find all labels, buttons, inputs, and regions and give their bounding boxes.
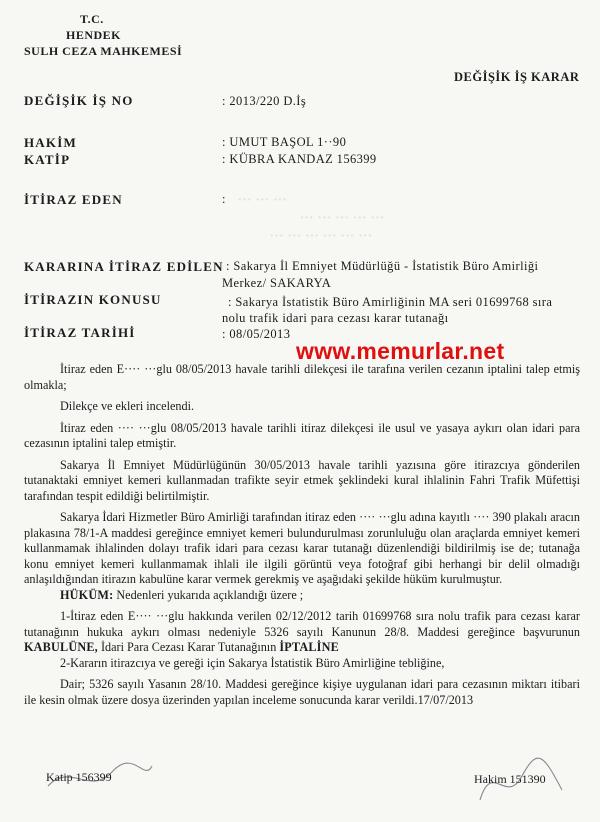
katip-signature-scribble — [40, 752, 160, 802]
header-court-name: SULH CEZA MAHKEMESİ — [24, 44, 183, 58]
field-label-kararina-itiraz-edilen: KARARINA İTİRAZ EDİLEN — [24, 259, 224, 274]
paragraph-intro: İtiraz eden E···· ···glu 08/05/2013 havale tarihli dilekçesi ile tarafına verilen cezanın iptalini talep etmiş olmakla; — [24, 362, 580, 392]
ruling-1-mid: İdari Para Cezası Karar Tutanağının — [97, 640, 280, 654]
field-value-degisik-is-no: : 2013/220 D.İş — [222, 94, 307, 108]
field-label-itiraz-tarihi: İTİRAZ TARİHİ — [24, 325, 136, 340]
paragraph-police-report: Sakarya İl Emniyet Müdürlüğünün 30/05/2013 havale tarihli yazısına göre itirazcıya gönderilen tutanaktaki emniyet kemeri kullanmadan trafikte seyir etmek şeklindeki kural ihlalinin Fahri Trafik Müfettişi tarafından tespit edildiği belirtilmiştir. — [24, 457, 580, 503]
field-value-itiraz-tarihi: : 08/05/2013 — [222, 327, 291, 341]
field-value-itiraz-eden: : — [222, 192, 226, 206]
header-tc: T.C. — [80, 12, 104, 26]
signature-hakim-label: Hakim 151390 — [474, 772, 546, 786]
header-city: HENDEK — [66, 28, 122, 42]
watermark-link[interactable]: www.memurlar.net — [296, 338, 505, 364]
field-value-hakim: : UMUT BAŞOL 1··90 — [222, 135, 347, 149]
paragraph-ruling-3: Dair; 5326 sayılı Yasanın 28/10. Maddesi gereğince kişiye uygulanan idari para cezasının miktarı itibari ile kesin olmak üzere dosya üzerinden yapılan inceleme sonucunda karar verildi.17/07/2013 — [24, 677, 580, 707]
redacted-line-1: ··· ··· ··· — [238, 194, 288, 206]
field-label-hakim: HAKİM — [24, 135, 77, 150]
signature-katip-label: Katip 156399 — [46, 770, 112, 784]
paragraph-ruling-1 — [24, 609, 580, 656]
field-value-kararina-itiraz-edilen-line2: Merkez/ SAKARYA — [222, 276, 332, 290]
paragraph-review: Dilekçe ve ekleri incelendi. — [60, 399, 194, 413]
ruling-1-pre: 1-İtiraz eden E···· ···glu hakkında verilen 02/12/2012 tarih 01699768 sıra nolu trafik para cezası karar tutanağının hukuka aykırı olması nedeniyle 5326 sayılı Kanunun 28/8. Maddesi gereğince başvurunun — [24, 609, 580, 639]
field-label-katip: KATİP — [24, 152, 71, 167]
decision-body — [24, 362, 580, 708]
paragraph-hukum — [24, 588, 580, 604]
field-value-itirazin-konusu-line2: nolu trafik idari para cezası karar tutanağı — [222, 311, 449, 325]
field-value-itirazin-konusu: : Sakarya İstatistik Büro Amirliğinin MA seri 01699768 sıra — [228, 295, 553, 309]
paragraph-reasoning: Sakarya İdari Hizmetler Büro Amirliği tarafından itiraz eden ···· ···glu adına kayıtlı ···· 390 plakalı aracın plakasına 78/1-A maddesi gereğince emniyet kemeri bulundurulması zorunluluğu olan araçlarda emniyet kemeri kullanmamak ihlalinden dolayı trafik idari para cezası karar tutanağı düzenlendiği bildirilmiş ise de; tutanağa konu emniyet kemeri kullanmamak ihlali ile ilgili görüntü veya fotoğraf gibi herhangi bir delil olmadığı anlaşıldığından itirazın kabulüne karar vermek gerekmiş ve aşağıdaki şekilde hüküm kurulmuştur. — [24, 510, 580, 586]
document-type: DEĞİŞİK İŞ KARAR — [454, 70, 580, 84]
field-value-katip: : KÜBRA KANDAZ 156399 — [222, 152, 377, 166]
hakim-signature-scribble — [462, 750, 582, 810]
redacted-line-3: ··· ··· ··· ··· ··· ··· — [270, 230, 373, 242]
ruling-1-iptal: İPTALİNE — [279, 640, 339, 654]
field-label-degisik-is-no: DEĞİŞİK İŞ NO — [24, 93, 134, 108]
field-label-itirazin-konusu: İTİRAZIN KONUSU — [24, 292, 162, 307]
hukum-label: HÜKÜM: — [60, 587, 114, 602]
paragraph-ruling-2: 2-Kararın itirazcıya ve gereği için Sakarya İstatistik Büro Amirliğine tebliğine, — [60, 655, 445, 670]
field-value-kararina-itiraz-edilen: : Sakarya İl Emniyet Müdürlüğü - İstatistik Büro Amirliği — [226, 259, 539, 273]
redacted-line-2: ··· ··· ··· ··· ··· — [300, 212, 385, 224]
paragraph-request: İtiraz eden ···· ···glu 08/05/2013 havale tarihli itiraz dilekçesi ile usul ve yasaya aykırı olan idari para cezasının iptalini talep etmiştir. — [24, 420, 580, 450]
ruling-1-kabul: KABULÜNE, — [24, 640, 98, 654]
hukum-text: Nedenleri yukarıda açıklandığı üzere ; — [113, 587, 304, 602]
field-label-itiraz-eden: İTİRAZ EDEN — [24, 192, 123, 207]
